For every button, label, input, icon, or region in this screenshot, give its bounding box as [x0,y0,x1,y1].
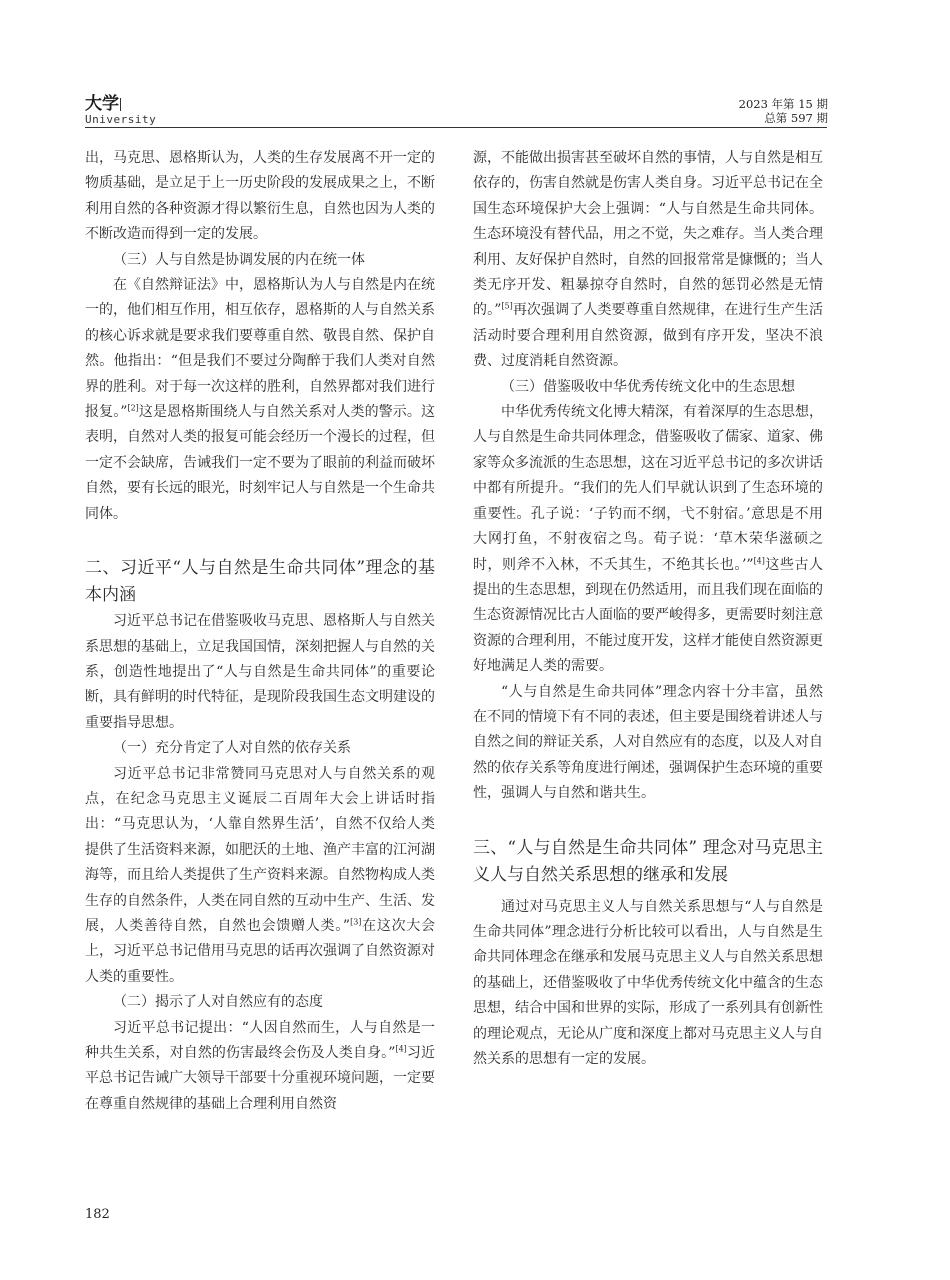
paragraph: 习近平总书记提出：“人因自然而生，人与自然是一种共生关系，对自然的伤害最终会伤及人类自身。”[4]习近平总书记告诫广大领导干部要十分重视环境问题，一定要在尊重自然规律的基础上合理利用自然资 [85,1019,436,1112]
header-rule [85,127,827,128]
paragraph: 源，不能做出损害甚至破坏自然的事情，人与自然是相互依存的，伤害自然就是伤害人类自身。习近平总书记在全国生态环境保护大会上强调：“人与自然是生命共同体。生态环境没有替代品，用之不觉，失之难存。当人类合理利用、友好保护自然时，自然的回报常常是慷慨的；当人类无序开发、粗暴掠夺自然时，自然的惩罚必然是无情的。”[5]再次强调了人类要尊重自然规律，在进行生产生活活动时要合理利用自然资源，做到有序开发，坚决不浪费、过度消耗自然资源。 [473,150,823,370]
left-column [85,146,435,1117]
citation: [2] [127,403,139,413]
paragraph: “人与自然是生命共同体”理念内容十分丰富，虽然在不同的情境下有不同的表述，但主要是围绕着讲述人与自然之间的辩证关系，人对自然应有的态度，以及人对自然的依存关系等角度进行阐述，强调保护生态环境的重要性，强调人与自然和谐共生。 [473,683,823,802]
citation: [4] [753,555,765,565]
paragraph: 习近平总书记在借鉴吸收马克思、恩格斯人与自然关系思想的基础上，立足我国国情，深刻把握人与自然的关系，创造性地提出了“人与自然是生命共同体”的重要论断，具有鲜明的时代特征，是现阶段我国生态文明建设的重要指导思想。 [85,613,435,731]
total-issue-number: 总第 597 期 [764,111,828,125]
brand-english: University [85,113,157,126]
paragraph: 通过对马克思主义人与自然关系思想与“人与自然是生命共同体”理念进行分析比较可以看出，人与自然是生命共同体理念在继承和发展马克思主义人与自然关系思想的基础上，还借鉴吸收了中华优秀传统文化中蕴含的生态思想，结合中国和世界的实际，形成了一系列具有创新性的理论观点，无论从广度和深度上都对马克思主义人与自然关系的思想有一定的发展。 [473,898,823,1067]
subsection-heading: （一）充分肯定了人对自然的依存关系 [113,740,351,757]
brand-divider [120,98,121,111]
paragraph: 习近平总书记非常赞同马克思对人与自然关系的观点，在纪念马克思主义诞辰二百周年大会上讲话时指出：“马克思认为，‘人靠自然界生活’，自然不仅给人类提供了生活资料来源，如肥沃的土地、渔产丰富的江河湖海等，而且给人类提供了生产资料来源。自然物构成人类生存的自然条件，人类在同自然的互动中生产、生活、发展，人类善待自然，自然也会馈赠人类。”[3]在这次大会上，习近平总书记借用马克思的话再次强调了自然资源对人类的重要性。 [85,765,436,985]
citation: [5] [501,301,513,311]
paragraph: 在《自然辩证法》中，恩格斯认为人与自然是内在统一的，他们相互作用，相互依存，恩格斯的人与自然关系的核心诉求就是要求我们要尊重自然、敬畏自然、保护自然。他指出：“但是我们不要过分陶醉于我们人类对自然界的胜利。对于每一次这样的胜利，自然界都对我们进行报复。”[2]这是恩格斯围绕人与自然关系对人类的警示。这表明，自然对人类的报复可能会经历一个漫长的过程，但一定不会缺席，告诫我们一定不要为了眼前的利益而破坏自然，要有长远的眼光，时刻牢记人与自然是一个生命共同体。 [85,277,435,522]
paragraph: 出，马克思、恩格斯认为，人类的生存发展离不开一定的物质基础，是立足于上一历史阶段的发展成果之上，不断利用自然的各种资源才得以繁衍生息，自然也因为人类的不断改造而得到一定的发展。 [85,150,435,243]
citation: [4] [395,1044,407,1054]
brand-chinese: 大学 [85,94,119,114]
section-heading: 三、“人与自然是生命共同体” 理念对马克思主义人与自然关系思想的继承和发展 [473,837,823,885]
subsection-heading: （三）借鉴吸收中华优秀传统文化中的生态思想 [501,378,795,395]
page-number: 182 [85,1207,110,1222]
issue-info [739,97,828,125]
issue-number: 2023 年第 15 期 [738,97,828,111]
right-column [473,146,823,1072]
paragraph: 中华优秀传统文化博大精深，有着深厚的生态思想，人与自然是生命共同体理念，借鉴吸收了儒家、道家、佛家等众多流派的生态思想，这在习近平总书记的多次讲话中都有所提升。“我们的先人们早就认识到了生态环境的重要性。孔子说：‘子钓而不纲，弋不射宿。’意思是不用大网打鱼，不射夜宿之鸟。荀子说：‘草木荣华滋硕之时，则斧不入林，不夭其生，不绝其长也。’”[4]这些古人提出的生态思想，到现在仍然适用，而且我们现在面临的生态资源情况比古人面临的要严峻得多，更需要时刻注意资源的合理利用，不能过度开发，这样才能使自然资源更好地满足人类的需要。 [473,404,824,675]
citation: [3] [350,917,362,927]
journal-brand [85,95,156,127]
section-heading: 二、习近平“人与自然是生命共同体”理念的基本内涵 [85,558,435,606]
subsection-heading: （二）揭示了人对自然应有的态度 [113,994,323,1011]
subsection-heading: （三）人与自然是协调发展的内在统一体 [113,251,365,268]
